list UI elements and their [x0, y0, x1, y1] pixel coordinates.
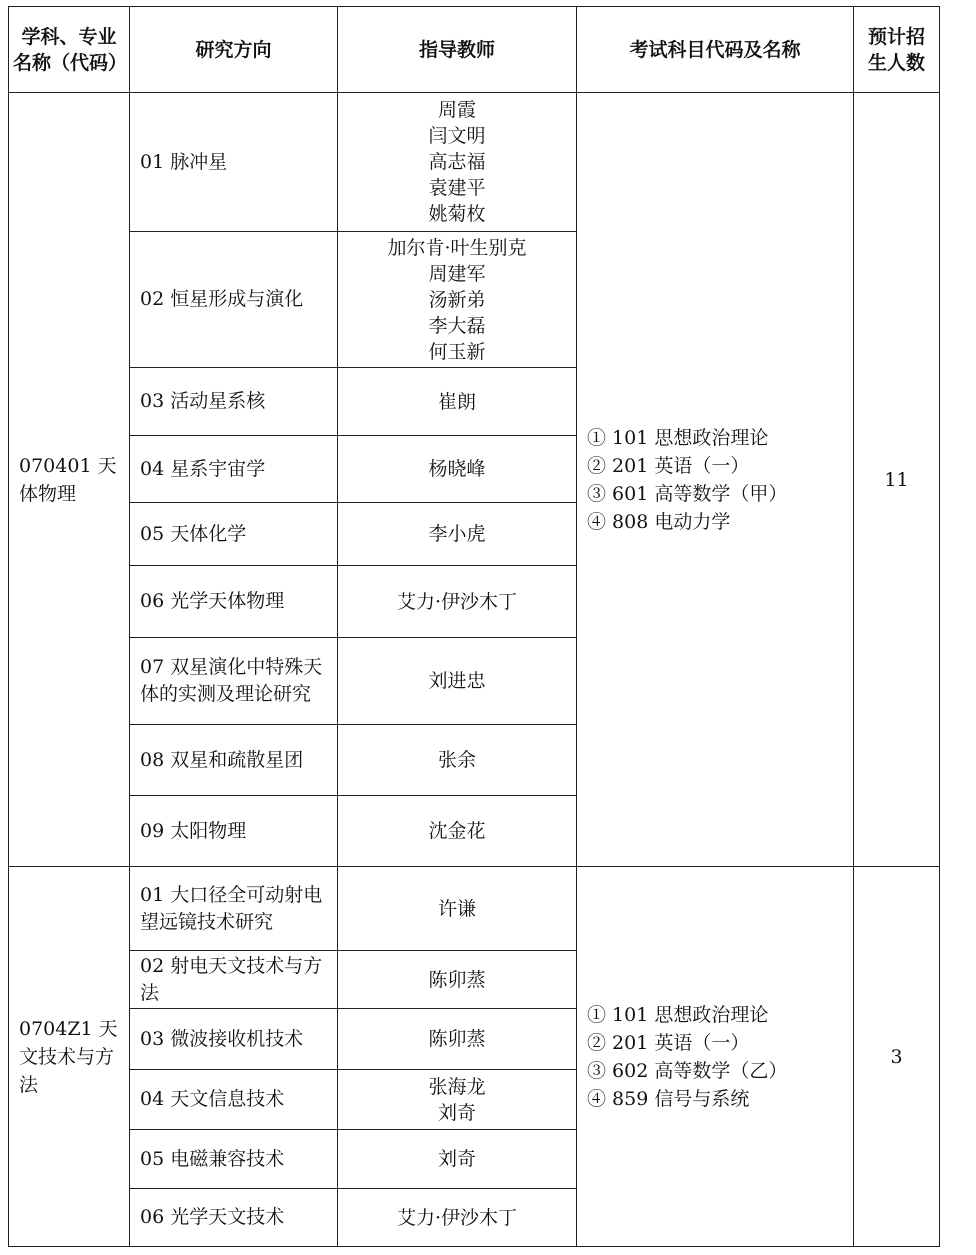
header-advisor: 指导教师 — [338, 7, 577, 93]
exam-subject: ① 101 思想政治理论 — [587, 1003, 769, 1026]
advisor-cell — [338, 93, 577, 232]
table-row — [9, 867, 940, 951]
advisor-name: 周建军 — [428, 262, 486, 285]
direction-cell: 06 光学天体物理 — [130, 566, 338, 638]
advisor-cell — [338, 725, 577, 796]
advisor-name: 陈卯蒸 — [428, 1028, 486, 1050]
exam-subject: ① 101 思想政治理论 — [587, 426, 769, 449]
advisor-name: 李大磊 — [428, 314, 486, 337]
direction-cell: 06 光学天文技术 — [130, 1189, 338, 1247]
advisor-name: 高志福 — [428, 151, 486, 173]
exam-cell — [577, 867, 854, 1247]
header-exam: 考试科目代码及名称 — [577, 7, 854, 93]
advisor-cell — [338, 232, 577, 368]
advisor-cell — [338, 867, 577, 951]
advisor-name: 汤新弟 — [428, 288, 486, 311]
advisor-name: 张余 — [437, 749, 476, 771]
advisor-cell — [338, 638, 577, 725]
advisor-name: 崔朗 — [437, 390, 476, 413]
advisor-cell — [338, 436, 577, 503]
direction-cell: 01 脉冲星 — [130, 93, 338, 232]
advisor-name: 袁建平 — [428, 177, 486, 199]
direction-cell: 05 天体化学 — [130, 503, 338, 566]
header-count: 预计招生人数 — [854, 7, 940, 93]
direction-cell: 04 星系宇宙学 — [130, 436, 338, 503]
header-row — [9, 7, 940, 93]
advisor-cell — [338, 503, 577, 566]
advisor-name: 何玉新 — [428, 340, 486, 363]
enrollment-table — [8, 6, 940, 1247]
advisor-cell — [338, 368, 577, 436]
exam-subject: ④ 808 电动力学 — [587, 510, 731, 533]
advisor-name: 周霞 — [437, 99, 476, 121]
count-cell: 11 — [854, 93, 940, 867]
advisor-name: 姚菊枚 — [428, 203, 486, 225]
advisor-cell — [338, 1189, 577, 1247]
header-subject: 学科、专业名称（代码） — [9, 7, 130, 93]
advisor-name: 刘奇 — [437, 1148, 476, 1170]
advisor-name: 刘进忠 — [428, 670, 486, 692]
advisor-name: 艾力·伊沙木丁 — [396, 590, 518, 613]
advisor-name: 闫文明 — [428, 125, 486, 147]
exam-subject: ② 201 英语（一） — [587, 454, 750, 477]
advisor-name: 艾力·伊沙木丁 — [396, 1206, 518, 1229]
advisor-name: 沈金花 — [428, 820, 486, 842]
advisor-name: 加尔肯·叶生别克 — [387, 236, 527, 259]
advisor-name: 李小虎 — [428, 523, 486, 545]
advisor-cell — [338, 1009, 577, 1070]
advisor-cell — [338, 951, 577, 1009]
direction-cell: 01 大口径全可动射电望远镜技术研究 — [130, 867, 338, 951]
exam-subject: ② 201 英语（一） — [587, 1031, 750, 1054]
direction-cell: 03 微波接收机技术 — [130, 1009, 338, 1070]
direction-cell: 05 电磁兼容技术 — [130, 1130, 338, 1189]
advisor-name: 刘奇 — [437, 1101, 476, 1124]
subject-cell: 0704Z1 天文技术与方法 — [9, 867, 130, 1247]
subject-cell: 070401 天体物理 — [9, 93, 130, 867]
direction-cell: 04 天文信息技术 — [130, 1070, 338, 1130]
direction-cell: 07 双星演化中特殊天体的实测及理论研究 — [130, 638, 338, 725]
table-row — [9, 93, 940, 232]
advisor-name: 陈卯蒸 — [428, 968, 486, 991]
advisor-cell — [338, 1070, 577, 1130]
direction-cell: 09 太阳物理 — [130, 796, 338, 867]
direction-cell: 02 恒星形成与演化 — [130, 232, 338, 368]
direction-cell: 03 活动星系核 — [130, 368, 338, 436]
direction-cell: 08 双星和疏散星团 — [130, 725, 338, 796]
exam-subject: ④ 859 信号与系统 — [587, 1087, 750, 1110]
exam-cell — [577, 93, 854, 867]
advisor-name: 张海龙 — [428, 1075, 486, 1098]
exam-subject: ③ 602 高等数学（乙） — [587, 1059, 788, 1082]
count-cell: 3 — [854, 867, 940, 1247]
direction-cell: 02 射电天文技术与方法 — [130, 951, 338, 1009]
exam-subject: ③ 601 高等数学（甲） — [587, 482, 788, 505]
header-direction: 研究方向 — [130, 7, 338, 93]
advisor-name: 杨晓峰 — [428, 458, 486, 480]
advisor-name: 许谦 — [437, 897, 476, 920]
advisor-cell — [338, 566, 577, 638]
advisor-cell — [338, 796, 577, 867]
advisor-cell — [338, 1130, 577, 1189]
